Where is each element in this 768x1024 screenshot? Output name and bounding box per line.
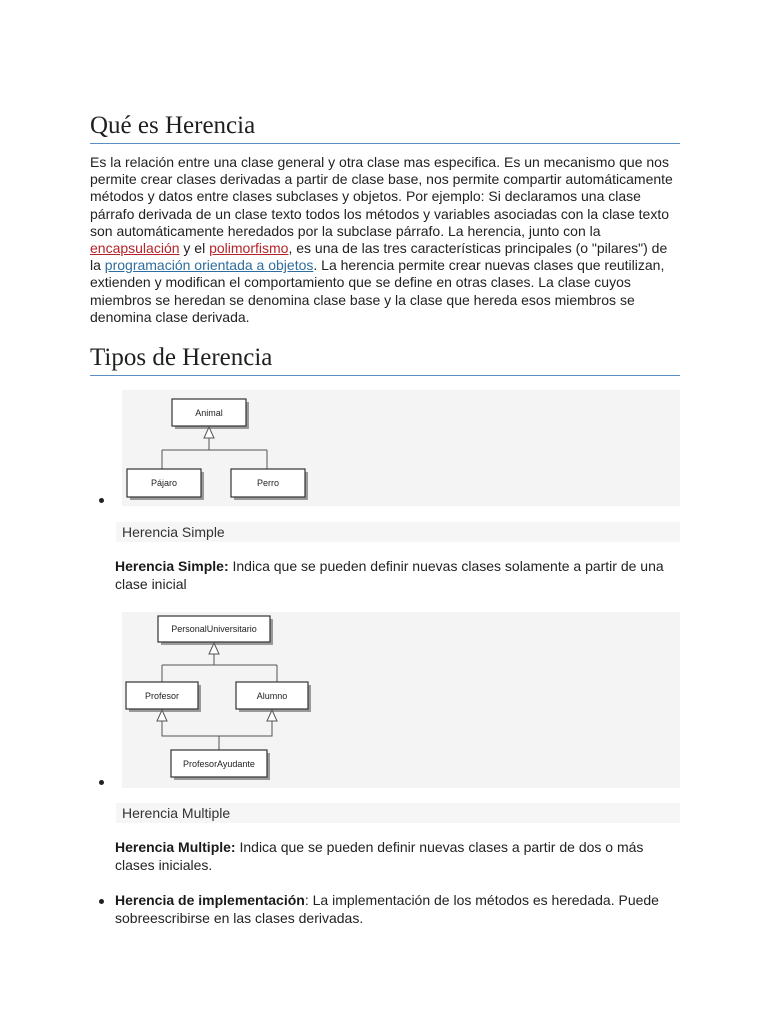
uml-label-alumno: Alumno — [256, 691, 288, 701]
link-programacion-orientada-a-objetos[interactable]: programación orientada a objetos — [104, 257, 314, 274]
uml-connector — [162, 654, 277, 682]
term-herencia-simple: Herencia Simple: — [115, 558, 229, 574]
term-herencia-multiple: Herencia Multiple: — [115, 839, 236, 855]
heading-tipos-de-herencia: Tipos de Herencia — [90, 343, 680, 376]
uml-label-animal: Animal — [195, 408, 223, 418]
uml-simple-svg — [122, 390, 680, 506]
bullet-multiple — [99, 780, 104, 785]
bullet-implementacion — [99, 899, 104, 904]
uml-connector — [162, 438, 267, 469]
link-polimorfismo[interactable]: polimorfismo — [209, 240, 289, 257]
uml-label-personaluniversitario: PersonalUniversitario — [171, 624, 257, 634]
desc-herencia-multiple: Indica que se pueden definir nuevas clases a partir de dos o más clases iniciales. — [115, 839, 644, 873]
desc-herencia-implementacion: : La implementación de los métodos es heredada. Puede sobreescribirse en las clases derivadas. — [115, 892, 659, 926]
intro-text-4: . La herencia permite crear nuevas clases que reutilizan, extienden y modifican el comportamiento que se define en otras clases. La clase cuyos miembros se heredan se denomina clase base y la clase que hereda esos miembros se denomina clase derivada. — [90, 257, 665, 325]
uml-label-profesorayudante: ProfesorAyudante — [183, 759, 255, 769]
uml-multiple-svg — [122, 612, 680, 788]
intro-text-2: y el — [179, 240, 210, 257]
uml-label-perro: Perro — [256, 478, 280, 488]
definition-herencia-multiple — [115, 839, 680, 874]
definition-herencia-implementacion — [115, 892, 680, 927]
uml-label-profesor: Profesor — [144, 691, 180, 701]
link-encapsulacion[interactable]: encapsulación — [90, 240, 180, 257]
bullet-simple — [99, 498, 104, 503]
definition-herencia-simple — [115, 558, 680, 593]
intro-text-1: Es la relación entre una clase general y otra clase mas especifica. Es un mecanismo que nos permite crear clases derivadas a partir de clase base, nos permite compartir automáticamente métodos y datos entre clases subclases y objetos. Por ejemplo: Si declaramos una clase párrafo derivada de un clase texto todos los métodos y variables asociadas con la clase texto son automáticamente heredados por la subclase párrafo. La herencia, junto con la — [90, 154, 673, 239]
intro-text-3: , es una de las tres características principales (o "pilares") de la — [90, 240, 668, 274]
intro-paragraph — [90, 154, 675, 326]
diagram-herencia-multiple — [122, 612, 680, 788]
uml-label-pajaro: Pájaro — [150, 478, 178, 488]
desc-herencia-simple: Indica que se pueden definir nuevas clases solamente a partir de una clase inicial — [115, 558, 664, 592]
caption-herencia-simple: Herencia Simple — [116, 522, 680, 542]
caption-herencia-multiple: Herencia Multiple — [116, 803, 680, 823]
diagram-herencia-simple — [122, 390, 680, 506]
uml-connector — [162, 721, 272, 750]
term-herencia-implementacion: Herencia de implementación — [115, 892, 305, 908]
heading-que-es-herencia: Qué es Herencia — [90, 111, 680, 144]
